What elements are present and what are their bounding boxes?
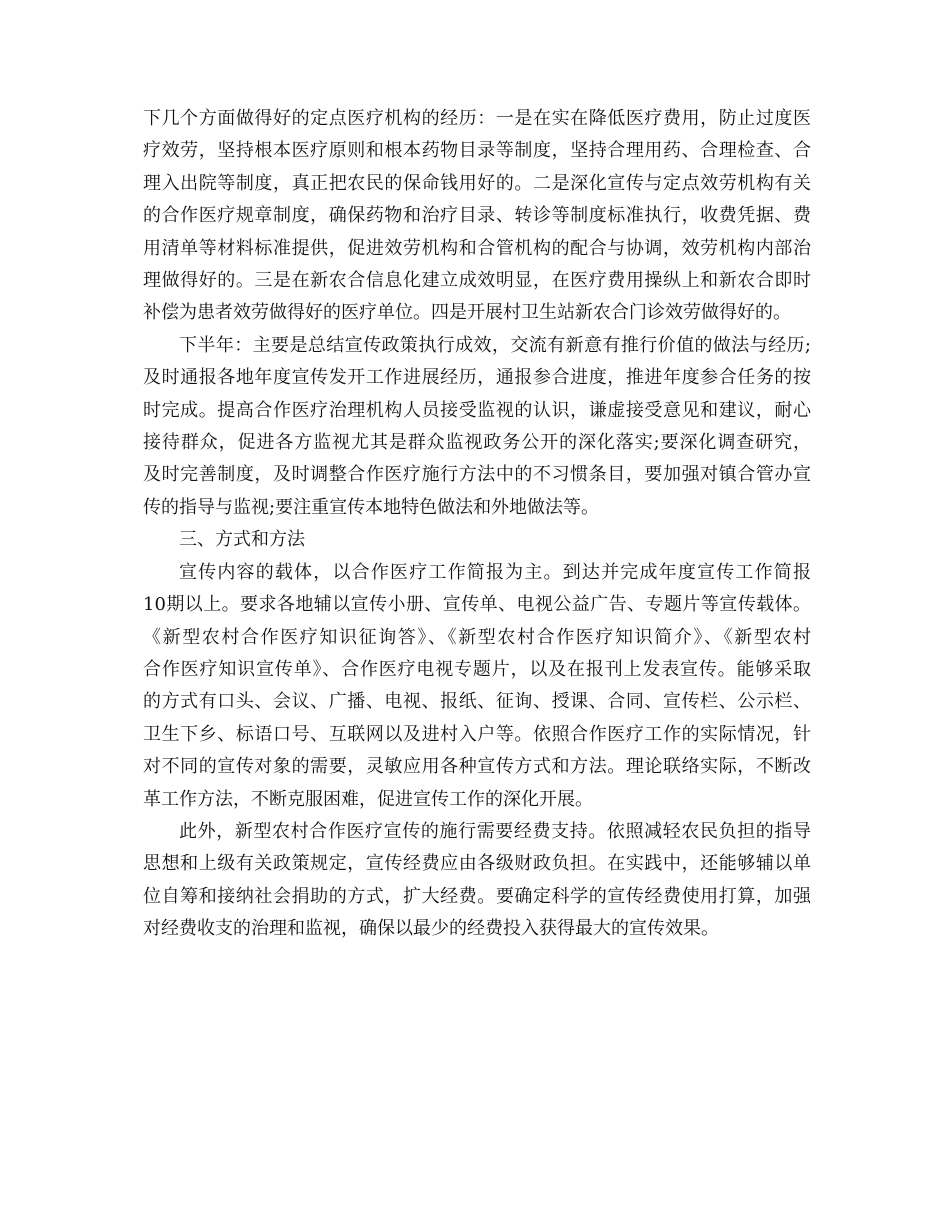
paragraph-carriers	[143, 557, 811, 816]
text-line: 下几个方面做得好的定点医疗机构的经历：一是在实在降低医疗费用，防止过度医	[143, 108, 811, 129]
text-line: 宣传内容的载体，以合作医疗工作简报为主。到达并完成年度宣传工作简报	[179, 561, 811, 583]
text-line: 用清单等材料标准提供，促进效劳机构和合管机构的配合与协调，效劳机构内部治	[143, 237, 811, 259]
text-line: 接待群众，促进各方监视尤其是群众监视政务公开的深化落实;要深化调查研究，	[143, 432, 811, 454]
text-line: 疗效劳，坚持根本医疗原则和根本药物目录等制度，坚持合理用药、合理检查、合	[143, 140, 811, 162]
text-line: 《新型农村合作医疗知识征询答》、《新型农村合作医疗知识简介》、《新型农村	[143, 626, 811, 648]
text-line: 对不同的宣传对象的需要，灵敏应用各种宣传方式和方法。理论联络实际，不断改	[143, 756, 811, 778]
text-line: 合作医疗知识宣传单》、合作医疗电视专题片，以及在报刊上发表宣传。能够采取	[143, 658, 811, 680]
document-body	[143, 103, 811, 946]
text-line: 对经费收支的治理和监视，确保以最少的经费投入获得最大的宣传效果。	[143, 918, 719, 940]
text-line: 的合作医疗规章制度，确保药物和治疗目录、转诊等制度标准执行，收费凭据、费	[143, 205, 811, 227]
text-line: 革工作方法，不断克服困难，促进宣传工作的深化开展。	[143, 788, 593, 810]
text-line: 思想和上级有关政策规定，宣传经费应由各级财政负担。在实践中，还能够辅以单	[143, 853, 811, 875]
section-heading-methods	[143, 524, 811, 556]
text-line: 及时通报各地年度宣传发开工作进展经历，通报参合进度，推进年度参合任务的按	[143, 367, 811, 389]
paragraph-benefits	[143, 103, 811, 330]
text-line: 补偿为患者效劳做得好的医疗单位。四是开展村卫生站新农合门诊效劳做得好的。	[143, 302, 791, 324]
text-line: 时完成。提高合作医疗治理机构人员接受监视的认识，谦虚接受意见和建议，耐心	[143, 399, 811, 421]
text-line: 10期以上。要求各地辅以宣传小册、宣传单、电视公益广告、专题片等宣传载体。	[143, 594, 811, 616]
text-line: 及时完善制度，及时调整合作医疗施行方法中的不习惯条目，要加强对镇合管办宣	[143, 464, 811, 486]
text-line: 位自筹和接纳社会捐助的方式，扩大经费。要确定科学的宣传经费使用打算，加强	[143, 885, 811, 907]
text-line: 理做得好的。三是在新农合信息化建立成效明显，在医疗费用操纵上和新农合即时	[143, 270, 811, 292]
text-line: 卫生下乡、标语口号、互联网以及进村入户等。依照合作医疗工作的实际情况，针	[143, 723, 811, 745]
text-line: 的方式有口头、会议、广播、电视、报纸、征询、授课、合同、宣传栏、公示栏、	[143, 691, 811, 713]
text-line: 理入出院等制度，真正把农民的保命钱用好的。二是深化宣传与定点效劳机构有关	[143, 172, 811, 194]
text-line: 传的指导与监视;要注重宣传本地特色做法和外地做法等。	[143, 496, 600, 518]
paragraph-funding	[143, 816, 811, 946]
paragraph-second-half	[143, 330, 811, 524]
text-line: 此外，新型农村合作医疗宣传的施行需要经费支持。依照减轻农民负担的指导	[179, 820, 811, 842]
section-heading: 三、方式和方法	[179, 529, 305, 551]
text-line: 下半年：主要是总结宣传政策执行成效，交流有新意有推行价值的做法与经历;	[179, 334, 811, 356]
